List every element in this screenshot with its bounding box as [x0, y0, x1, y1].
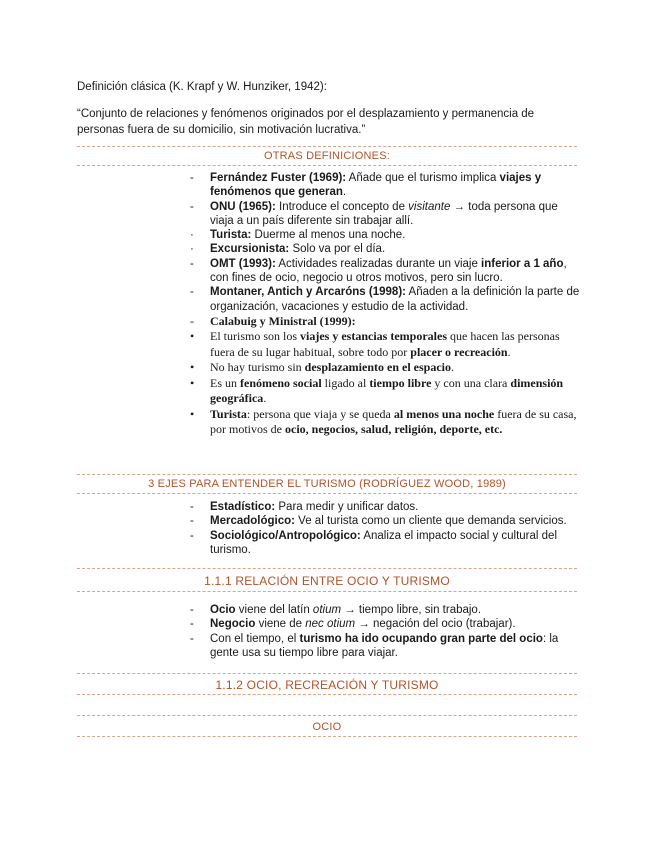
divider [77, 591, 577, 592]
section-heading-1-1-1: 1.1.1 RELACIÓN ENTRE OCIO Y TURISMO [204, 574, 450, 588]
list-item: · Excursionista: Solo va por el día. [190, 243, 386, 256]
classic-definition-label: Definición clásica (K. Krapf y W. Hunziker, 1942): [77, 81, 327, 93]
list-item: - Estadístico: Para medir y unificar datos. [190, 501, 419, 513]
ocio-turismo-list [190, 603, 582, 660]
divider [77, 146, 577, 147]
list-item: - Con el tiempo, el turismo ha ido ocupando gran parte del ocio: la gente usa su tiempo libre para viajar. [190, 632, 559, 659]
list-item: • El turismo son los viajes y estancias temporales que hacen las personas fuera de su lugar habitual, sobre todo por placer o recreación. [190, 329, 560, 359]
list-item: - ONU (1965): Introduce el concepto de visitante → toda persona que viaja a un país diferente sin trabajar allí. [190, 200, 558, 227]
section-heading-1-1-2: 1.1.2 OCIO, RECREACIÓN Y TURISMO [215, 678, 439, 692]
divider [77, 165, 577, 166]
classic-definition-quote: “Conjunto de relaciones y fenómenos originados por el desplazamiento y permanencia de personas fuera de su domicilio, sin motivación lucrativa.” [77, 108, 535, 136]
list-item: - OMT (1993): Actividades realizadas durante un viaje inferior a 1 año, con fines de ocio, negocio u otros motivos, pero sin lucro. [190, 257, 567, 285]
list-item: - Ocio viene del latín otium → tiempo libre, sin trabajo. [190, 604, 482, 616]
list-item: - Calabuig y Ministral (1999): [190, 313, 356, 328]
section-heading-ejes: 3 EJES PARA ENTENDER EL TURISMO (RODRÍGUEZ WOOD, 1989) [148, 478, 506, 490]
otras-definiciones-list [190, 171, 582, 438]
divider [77, 493, 577, 494]
list-item: • Es un fenómeno social ligado al tiempo libre y con una clara dimensión geográfica. [190, 375, 564, 406]
divider [77, 694, 577, 695]
section-heading-otras: OTRAS DEFINICIONES: [263, 150, 391, 162]
list-item: • Turista: persona que viaja y se queda al menos una noche fuera de su casa, por motivos de ocio, negocios, salud, religión, deporte, etc. [190, 406, 577, 437]
list-item: - Montaner, Antich y Arcaróns (1998): Añaden a la definición la parte de organización, vacaciones y estudio de la actividad. [190, 286, 580, 313]
divider [77, 568, 577, 569]
list-item: - Negocio viene de nec otium → negación del ocio (trabajar). [190, 618, 516, 631]
list-item: · Turista: Duerme al menos una noche. [190, 229, 406, 242]
list-item: - Mercadológico: Ve al turista como un cliente que demanda servicios. [190, 515, 567, 528]
divider [77, 474, 577, 475]
list-item: • No hay turismo sin desplazamiento en el espacio. [190, 360, 454, 375]
divider [77, 673, 577, 674]
section-heading-ocio: OCIO [312, 721, 342, 733]
divider [77, 736, 577, 737]
ejes-list [190, 500, 582, 557]
list-item: - Fernández Fuster (1969): Añade que el turismo implica viajes y fenómenos que generan. [190, 172, 542, 199]
list-item: - Sociológico/Antropológico: Analiza el impacto social y cultural del turismo. [190, 529, 558, 556]
divider [77, 715, 577, 716]
